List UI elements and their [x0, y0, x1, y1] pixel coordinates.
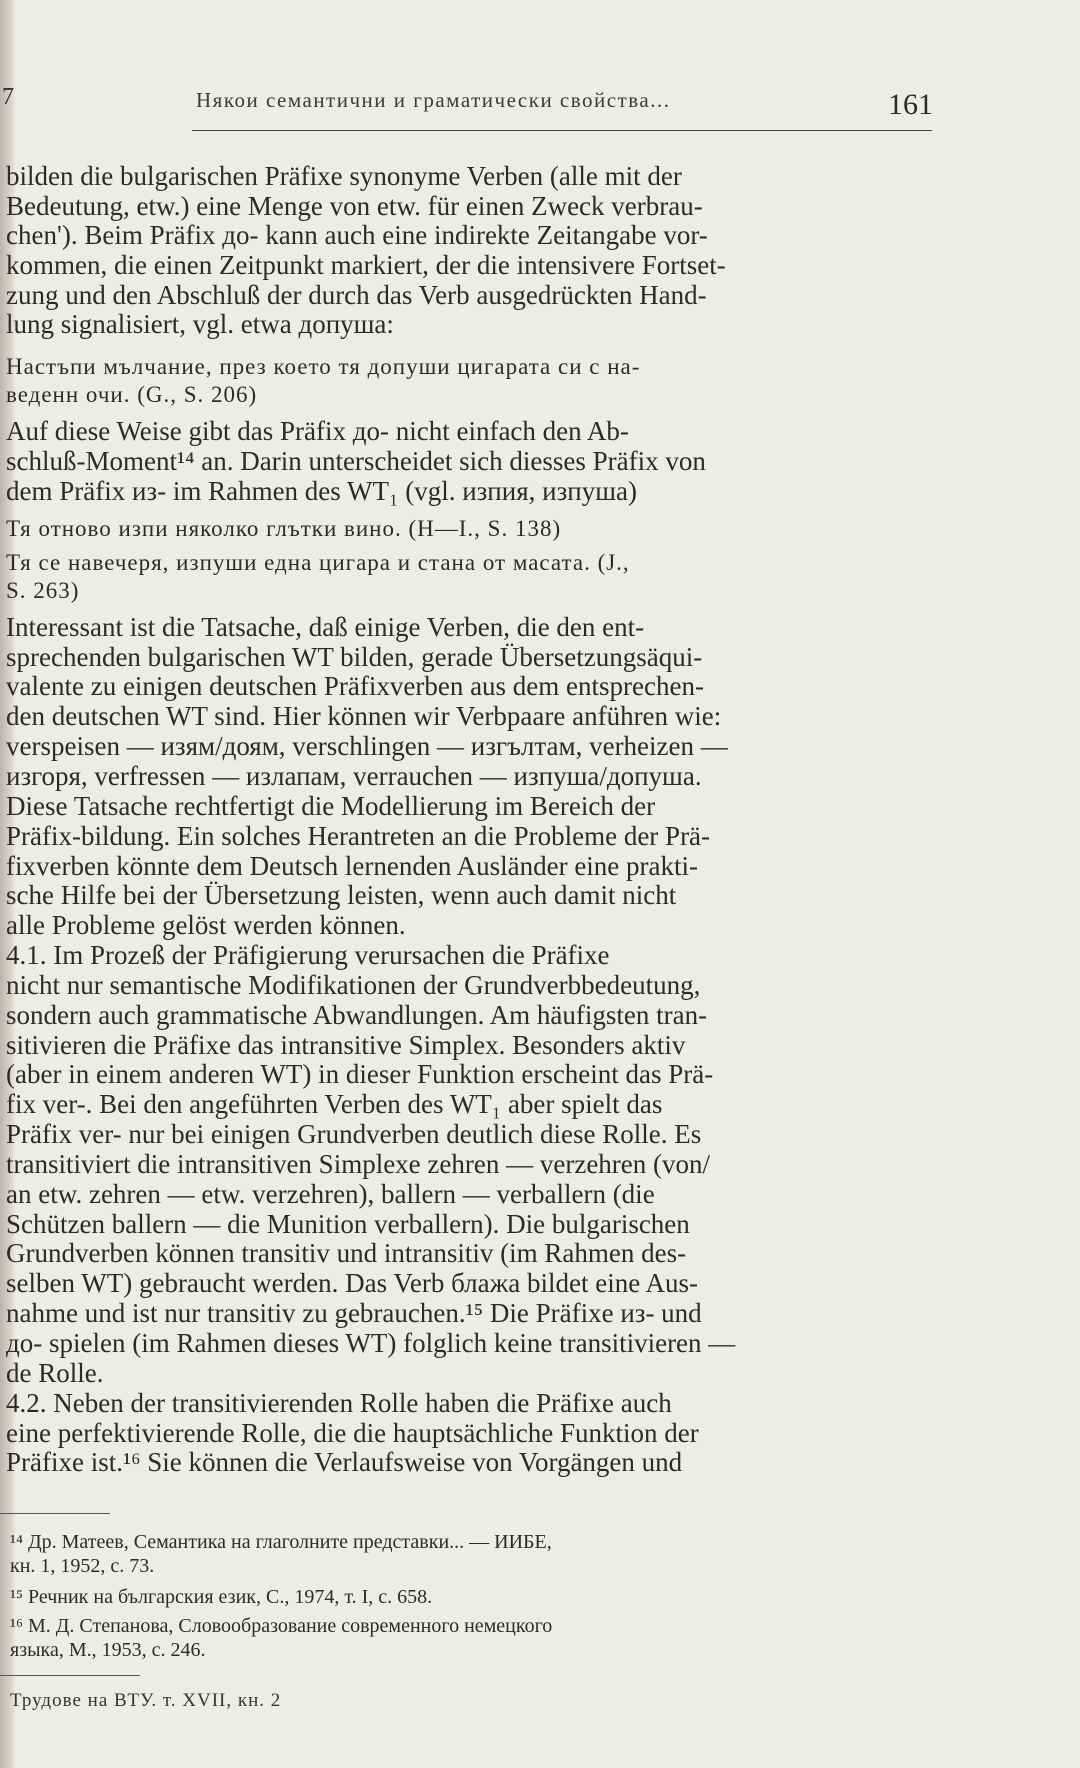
text-line: valente zu einigen deutschen Präfixverben aus dem entsprechen-	[6, 671, 704, 701]
text-line: dem Präfix из- im Rahmen des WT₁ (vgl. изпия, изпуша)	[6, 476, 637, 506]
bottom-rule	[0, 1675, 140, 1676]
text-line: fix ver-. Bei den angeführten Verben des WT₁ aber spielt das	[6, 1089, 663, 1119]
text-line: transitiviert die intransitiven Simplexe zehren — verzehren (von/	[6, 1149, 711, 1179]
footnote-line: кн. 1, 1952, с. 73.	[10, 1555, 155, 1577]
footnote-line: языка, М., 1953, с. 246.	[10, 1639, 206, 1661]
text-line: Interessant ist die Tatsache, daß einige Verben, die den ent-	[6, 612, 645, 642]
header-rule	[192, 130, 932, 131]
text-line: sondern auch grammatische Abwandlungen. Am häufigsten tran-	[6, 1000, 708, 1030]
text-line: Präfix-bildung. Ein solches Herantreten an die Probleme der Prä-	[6, 821, 711, 851]
text-line: Bedeutung, etw.) eine Menge von etw. für einen Zweck verbrau-	[6, 191, 703, 221]
text-line: nicht nur semantische Modifikationen der Grundverbbedeutung,	[6, 970, 701, 1000]
text-line: sprechenden bulgarischen WT bilden, gerade Übersetzungsäqui-	[6, 642, 703, 672]
text-line: веденн очи. (G., S. 206)	[6, 382, 258, 407]
journal-signature: Трудове на ВТУ. т. XVII, кн. 2	[10, 1690, 282, 1711]
text-line: Тя се навечеря, изпуши една цигара и стана от масата. (J.,	[6, 550, 630, 575]
text-line: sche Hilfe bei der Übersetzung leisten, wenn auch damit nicht	[6, 880, 677, 910]
text-line: изгоря, verfressen — излапам, verrauchen — изпуша/допуша.	[6, 761, 702, 791]
text-line: Auf diese Weise gibt das Präfix до- nicht einfach den Ab-	[6, 416, 629, 446]
text-line: selben WT) gebraucht werden. Das Verb блажа bildet eine Aus-	[6, 1268, 698, 1298]
footnote-rule	[0, 1513, 110, 1514]
text-line: 4.2. Neben der transitivierenden Rolle haben die Präfixe auch	[6, 1388, 672, 1418]
text-line: Настъпи мълчание, през което тя допуши цигарата си с на-	[6, 354, 641, 379]
text-line: verspeisen — изям/доям, verschlingen — изгълтам, verheizen —	[6, 731, 728, 761]
text-line: zung und den Abschluß der durch das Verb ausgedrückten Hand-	[6, 280, 707, 310]
text-line: S. 263)	[6, 578, 80, 603]
footnote-line: ¹⁵ Речник на българския език, С., 1974, т. I, с. 658.	[10, 1586, 433, 1608]
running-header: Някои семантични и граматически свойства...	[196, 88, 671, 112]
text-line: alle Probleme gelöst werden können.	[6, 910, 406, 940]
text-line: lung signalisiert, vgl. etwa допуша:	[6, 309, 394, 339]
text-line: Schützen ballern — die Munition verballern). Die bulgarischen	[6, 1209, 690, 1239]
text-line: Тя отново изпи няколко глътки вино. (H—I., S. 138)	[6, 516, 562, 541]
footnote-line: ¹⁶ М. Д. Степанова, Словообразование современного немецкого	[10, 1615, 553, 1637]
text-line: de Rolle.	[6, 1358, 104, 1388]
text-line: bilden die bulgarischen Präfixe synonyme Verben (alle mit der	[6, 161, 682, 191]
text-line: an etw. zehren — etw. verzehren), ballern — verballern (die	[6, 1179, 655, 1209]
footnote-line: ¹⁴ Др. Матеев, Семантика на глаголните представки... — ИИБЕ,	[10, 1531, 552, 1553]
text-line: Diese Tatsache rechtfertigt die Modellierung im Bereich der	[6, 791, 656, 821]
text-line: kommen, die einen Zeitpunkt markiert, der die intensivere Fortset-	[6, 250, 726, 280]
text-line: до- spielen (im Rahmen dieses WT) folglich keine transitivieren —	[6, 1328, 736, 1358]
text-line: fixverben könnte dem Deutsch lernenden Ausländer eine prakti-	[6, 851, 699, 881]
page-number: 161	[888, 88, 933, 121]
text-line: 4.1. Im Prozeß der Präfigierung verursachen die Präfixe	[6, 940, 610, 970]
text-line: den deutschen WT sind. Hier können wir Verbpaare anführen wie:	[6, 701, 722, 731]
text-line: chen'). Beim Präfix до- kann auch eine indirekte Zeitangabe vor-	[6, 220, 708, 250]
text-line: nahme und ist nur transitiv zu gebrauchen.¹⁵ Die Präfixe из- und	[6, 1298, 702, 1328]
text-line: schluß-Moment¹⁴ an. Darin unterscheidet sich diesses Präfix von	[6, 446, 706, 476]
text-line: Präfixe ist.¹⁶ Sie können die Verlaufsweise von Vorgängen und	[6, 1447, 683, 1477]
text-line: Präfix ver- nur bei einigen Grundverben deutlich diese Rolle. Es	[6, 1119, 702, 1149]
text-line: sitivieren die Präfixe das intransitive Simplex. Besonders aktiv	[6, 1030, 686, 1060]
text-line: eine perfektivierende Rolle, die die hauptsächliche Funktion der	[6, 1418, 699, 1448]
text-line: Grundverben können transitiv und intransitiv (im Rahmen des-	[6, 1238, 687, 1268]
text-line: (aber in einem anderen WT) in dieser Funktion erscheint das Prä-	[6, 1059, 714, 1089]
corner-mark: 7	[2, 84, 14, 110]
